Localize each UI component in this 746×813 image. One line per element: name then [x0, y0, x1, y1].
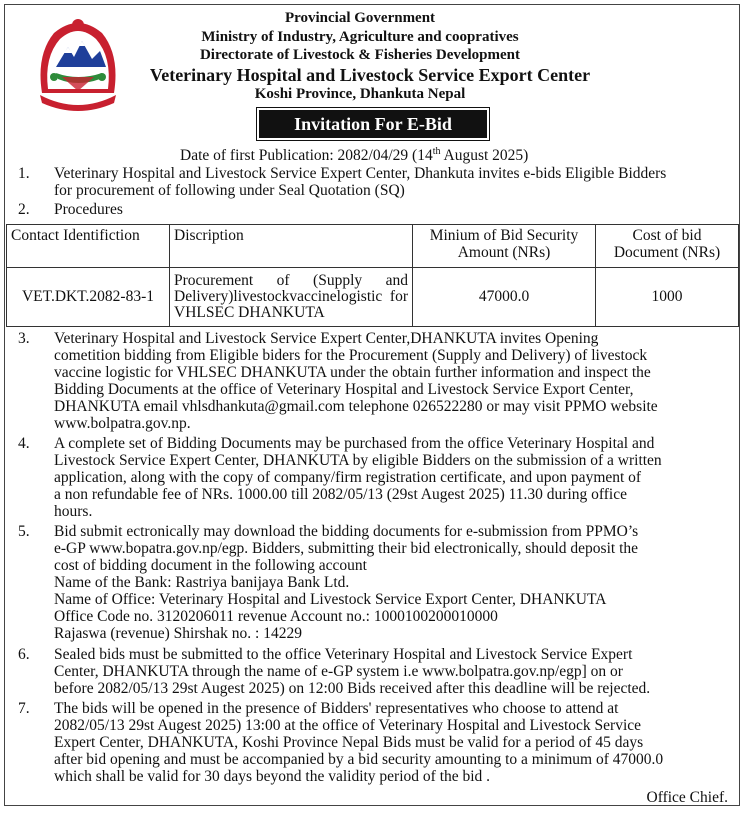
item-number: 4.	[18, 435, 30, 452]
item-text-line: cometition bidding from Eligible biders for the Procurement (Supply and Delivery) of livestock	[54, 347, 648, 364]
item-number: 1.	[18, 165, 30, 182]
table-header-row	[7, 225, 739, 268]
item-text-line: hours.	[54, 503, 93, 520]
item-text-line: A complete set of Bidding Documents may be purchased from the office Veterinary Hospital and	[54, 435, 655, 452]
bid-security-cell: 47000.0	[413, 268, 596, 327]
item-text-line: Center, DHANKUTA through the name of e-GP system i.e www.bolpatra.gov.np/egp] on or	[54, 663, 623, 680]
description-cell: Procurement of (Supply and Delivery)livestockvaccinelogistic for VHLSEC DHANKUTA	[170, 268, 413, 327]
item-text-line: Rajaswa (revenue) Shirshak no. : 14229	[54, 625, 302, 642]
item-text-line: Bid submit ectronically may download the bidding documents for e-submission from PPMO’s	[54, 523, 639, 540]
item-number: 5.	[18, 523, 30, 540]
table-row	[7, 268, 739, 327]
item-number: 7.	[18, 700, 30, 717]
item-text-line: Livestock Service Expert Center, DHANKUTA by eligible Bidders on the submission of a written	[54, 452, 662, 469]
header-line-directorate: Directorate of Livestock & Fisheries Development	[199, 47, 521, 63]
item-text-line: 2082/05/13 29st Augest 2025) 13:00 at the office of Veterinary Hospital and Livestock Service	[54, 717, 642, 734]
item-text-line: which shall be valid for 30 days beyond the validity period of the bid .	[54, 768, 491, 785]
item-text-line: after bid opening and must be accompanied by a bid security amounting to a minimum of 47000.0	[54, 751, 664, 768]
signoff: Office Chief.	[646, 789, 728, 806]
column-header: Discription	[170, 225, 413, 268]
column-header: Cost of bid Document (NRs)	[596, 225, 739, 268]
item-text-line: vaccine logistic for VHLSEC DHANKUTA under the obtain further information and inspect the	[54, 364, 651, 381]
header-line-office: Veterinary Hospital and Livestock Service Export Center	[149, 65, 591, 85]
item-text-line: cost of bidding document in the following account	[54, 557, 367, 574]
item-text-line: Office Code no. 3120206011 revenue Account no.: 1000100200010000	[54, 608, 498, 625]
item-text-line: Expert Center, DHANKUTA, Koshi Province Nepal Bids must be valid for a period of 45 days	[54, 734, 644, 751]
document-cost-cell: 1000	[596, 268, 739, 327]
item-text-line: for procurement of following under Seal Quotation (SQ)	[54, 182, 405, 199]
item-text-line: Procedures	[54, 201, 123, 218]
item-text-line: e-GP www.bopatra.gov.np/egp. Bidders, submitting their bid electronically, should deposit the	[54, 540, 639, 557]
header-line-province: Provincial Government	[284, 10, 436, 26]
item-text-line: a non refundable fee of NRs. 1000.00 till 2082/05/13 (29st Augest 2025) 11.30 during office	[54, 486, 627, 503]
item-text-line: before 2082/05/13 29st Augest 2025) on 12:00 Bids received after this deadline will be rejected.	[54, 680, 651, 697]
item-text-line: DHANKUTA email vhlsdhankuta@gmail.com telephone 026522280 or may visit PPMO website	[54, 398, 658, 415]
item-number: 2.	[18, 201, 30, 218]
column-header: Minium of Bid Security Amount (NRs)	[413, 225, 596, 268]
header-line-ministry: Ministry of Industry, Agriculture and coopratives	[201, 29, 519, 45]
item-text-line: Bidding Documents at the office of Veterinary Hospital and Livestock Service Export Center,	[54, 381, 634, 398]
item-text-line: Sealed bids must be submitted to the office Veterinary Hospital and Livestock Service Expert	[54, 646, 633, 663]
item-text-line: www.bolpatra.gov.np.	[54, 415, 191, 432]
contract-id-cell: VET.DKT.2082-83-1	[7, 268, 170, 327]
publication-date: Date of first Publication: 2082/04/29 (14th August 2025)	[180, 146, 529, 165]
item-text-line: Veterinary Hospital and Livestock Service Expert Center, Dhankuta invites e-bids Eligible Bidders	[54, 165, 667, 182]
item-text-line: Veterinary Hospital and Livestock Service Expert Center,DHANKUTA invites Opening	[54, 330, 599, 347]
item-text-line: Name of the Bank: Rastriya banijaya Bank Ltd.	[54, 574, 350, 591]
notice-title: Invitation For E-Bid	[259, 110, 487, 138]
bid-table	[6, 224, 739, 327]
column-header: Contact Identifiction	[7, 225, 170, 268]
item-text-line: The bids will be opened in the presence of Bidders' representatives who choose to attend at	[54, 700, 619, 717]
item-number: 3.	[18, 330, 30, 347]
nepal-emblem-icon	[34, 15, 122, 111]
item-text-line: Name of Office: Veterinary Hospital and Livestock Service Export Center, DHANKUTA	[54, 591, 607, 608]
header-line-address: Koshi Province, Dhankuta Nepal	[254, 86, 466, 102]
item-text-line: application, along with the copy of company/firm registration certificate, and upon payment of	[54, 469, 642, 486]
item-number: 6.	[18, 646, 30, 663]
